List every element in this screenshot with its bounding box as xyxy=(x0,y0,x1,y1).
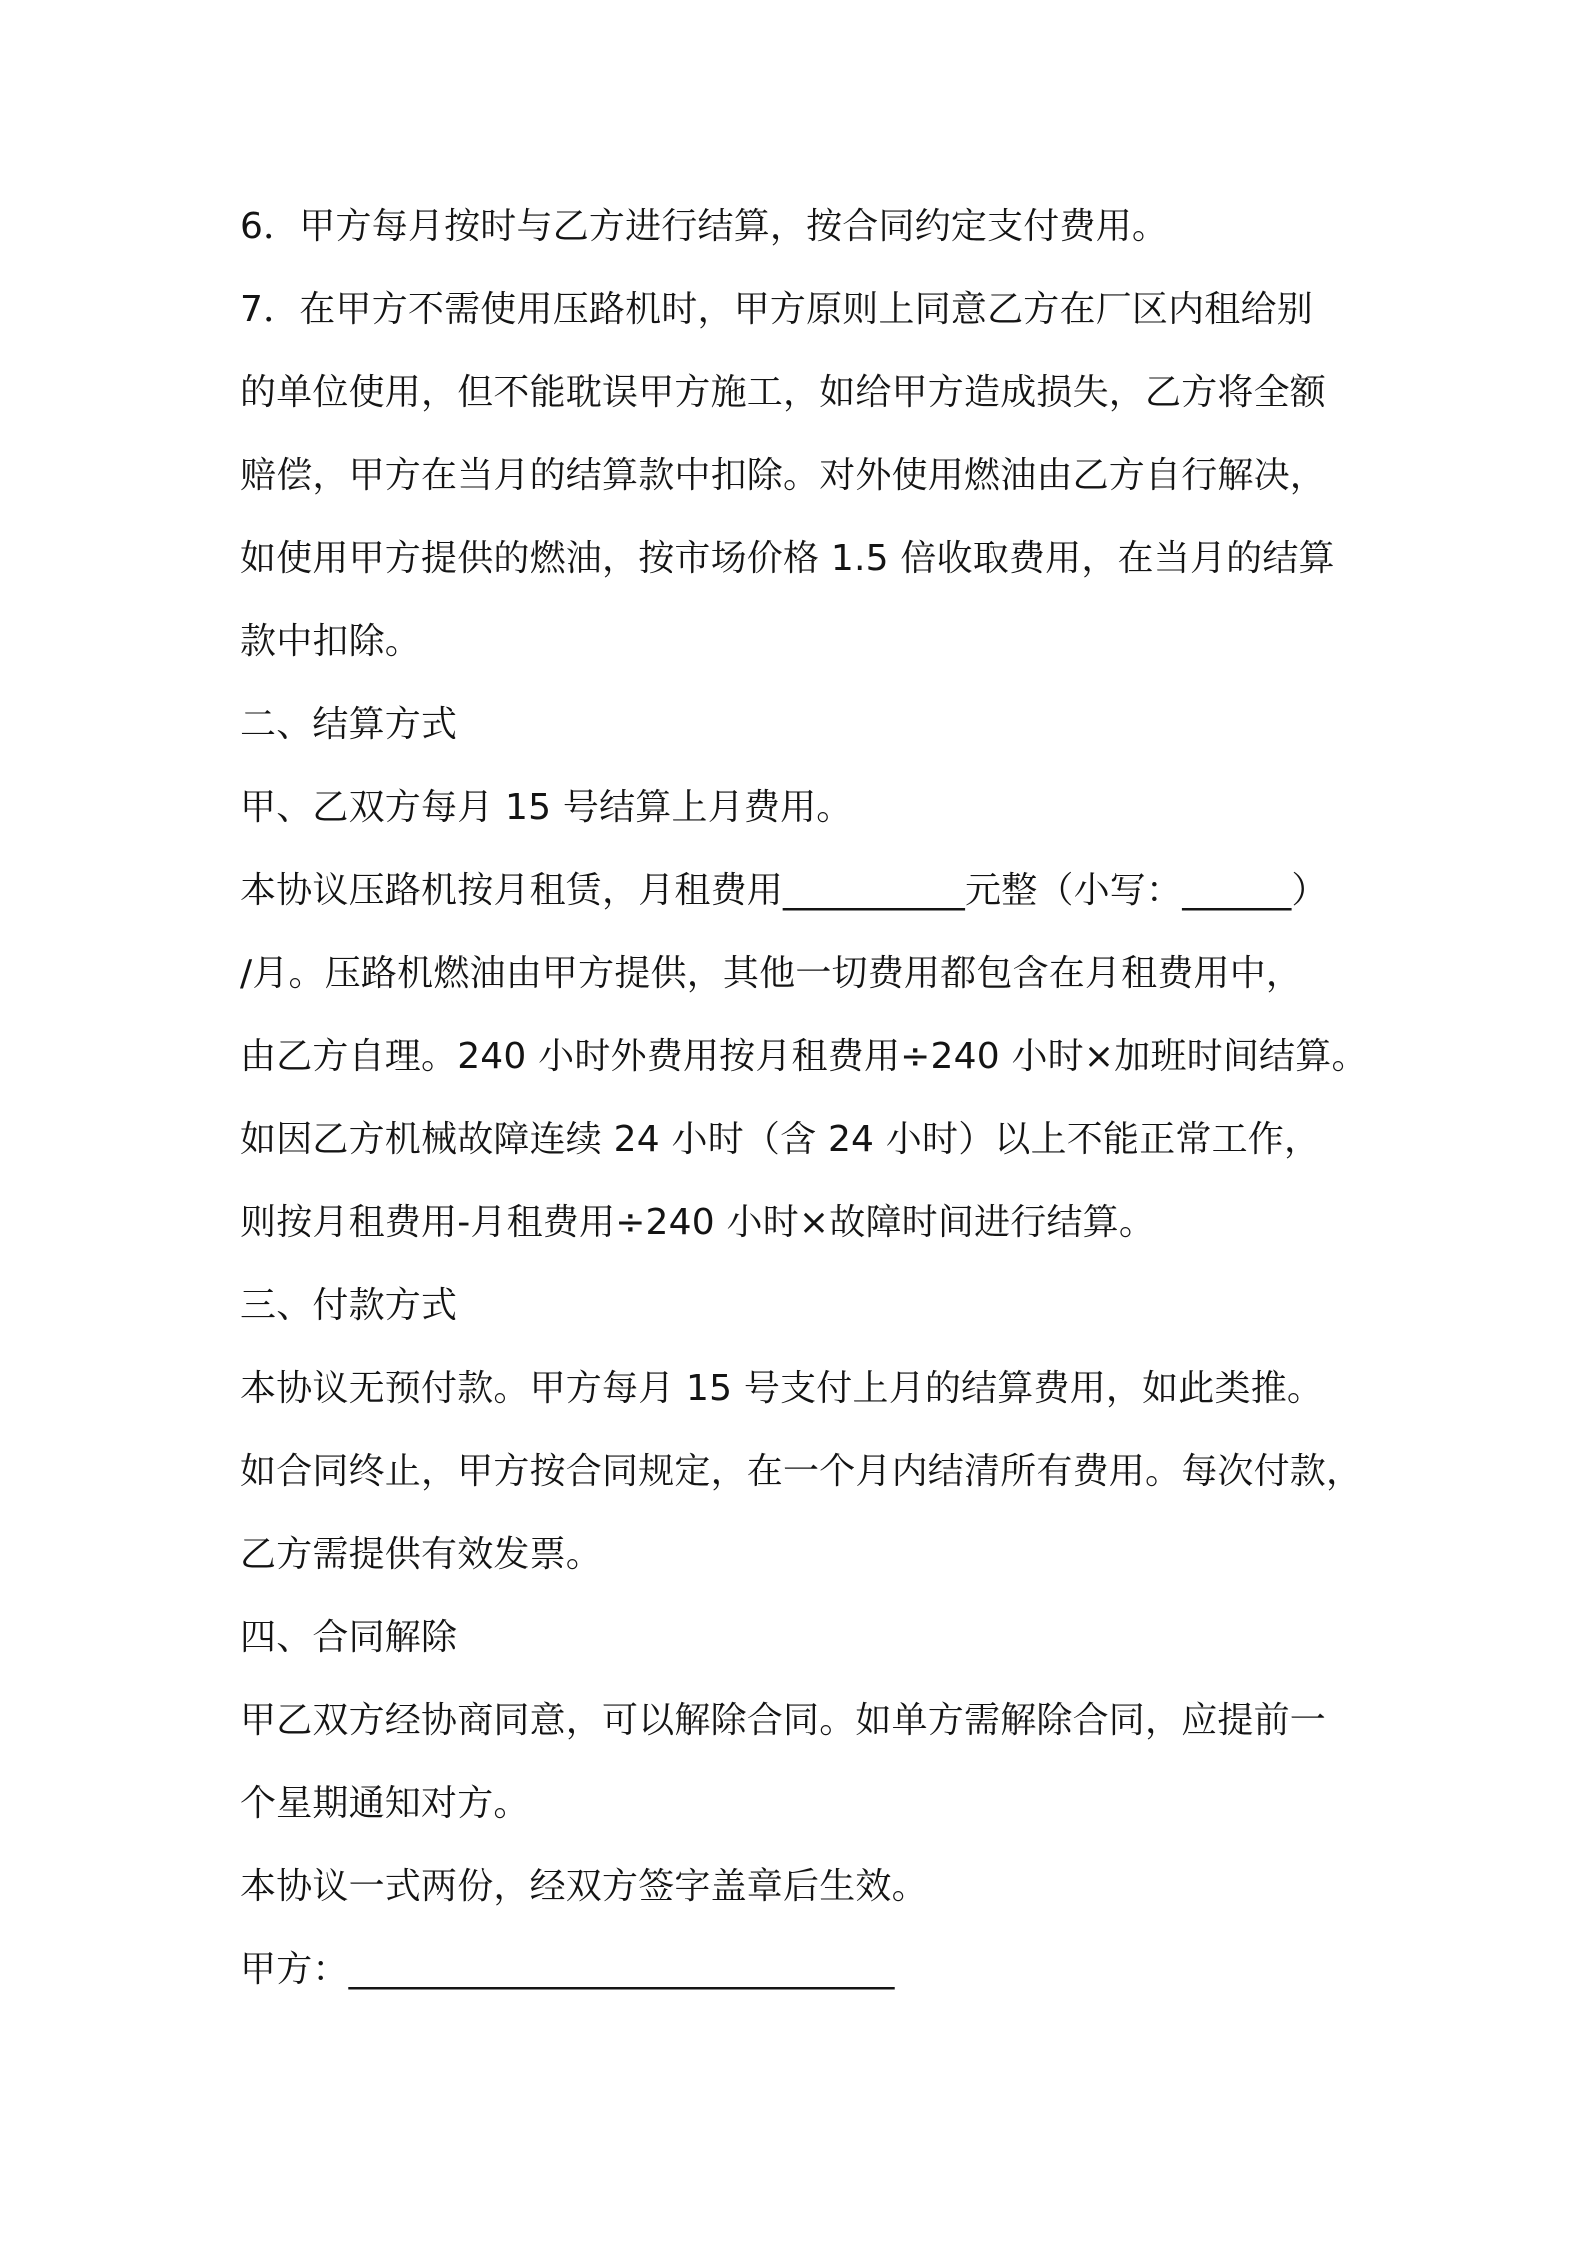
clause-7-line-1: 7．在甲方不需使用压路机时，甲方原则上同意乙方在厂区内租给别 xyxy=(240,289,1313,330)
clause-7-line-4: 如使用甲方提供的燃油，按市场价格 1.5 倍收取费用，在当月的结算 xyxy=(240,538,1335,579)
settlement-line-4: 由乙方自理。240 小时外费用按月租费用÷240 小时×加班时间结算。 xyxy=(240,1036,1368,1077)
settlement-line-1: 甲、乙双方每月 15 号结算上月费用。 xyxy=(240,787,853,828)
party-a-signature-line: 甲方：______________________________ xyxy=(240,1949,895,1990)
clause-7-line-2: 的单位使用，但不能耽误甲方施工，如给甲方造成损失，乙方将全额 xyxy=(240,372,1327,413)
section-heading-settlement: 二、结算方式 xyxy=(240,704,458,745)
termination-line-2: 个星期通知对方。 xyxy=(240,1783,530,1824)
settlement-line-2: 本协议压路机按月租赁，月租费用__________元整（小写：______） xyxy=(240,870,1328,911)
settlement-line-6: 则按月租费用-月租费用÷240 小时×故障时间进行结算。 xyxy=(240,1202,1156,1243)
section-heading-termination: 四、合同解除 xyxy=(240,1617,458,1658)
effectiveness-line: 本协议一式两份，经双方签字盖章后生效。 xyxy=(240,1866,928,1907)
clause-7-line-3: 赔偿，甲方在当月的结算款中扣除。对外使用燃油由乙方自行解决， xyxy=(240,455,1327,496)
termination-line-1: 甲乙双方经协商同意，可以解除合同。如单方需解除合同，应提前一 xyxy=(240,1700,1327,1741)
payment-line-3: 乙方需提供有效发票。 xyxy=(240,1534,603,1575)
payment-line-1: 本协议无预付款。甲方每月 15 号支付上月的结算费用，如此类推。 xyxy=(240,1368,1324,1409)
settlement-line-5: 如因乙方机械故障连续 24 小时（含 24 小时）以上不能正常工作， xyxy=(240,1119,1321,1160)
payment-line-2: 如合同终止，甲方按合同规定，在一个月内结清所有费用。每次付款， xyxy=(240,1451,1363,1492)
clause-7-line-5: 款中扣除。 xyxy=(240,621,422,662)
clause-6-line-1: 6．甲方每月按时与乙方进行结算，按合同约定支付费用。 xyxy=(240,206,1169,247)
settlement-line-3: /月。压路机燃油由甲方提供，其他一切费用都包含在月租费用中， xyxy=(240,953,1303,994)
section-heading-payment: 三、付款方式 xyxy=(240,1285,458,1326)
